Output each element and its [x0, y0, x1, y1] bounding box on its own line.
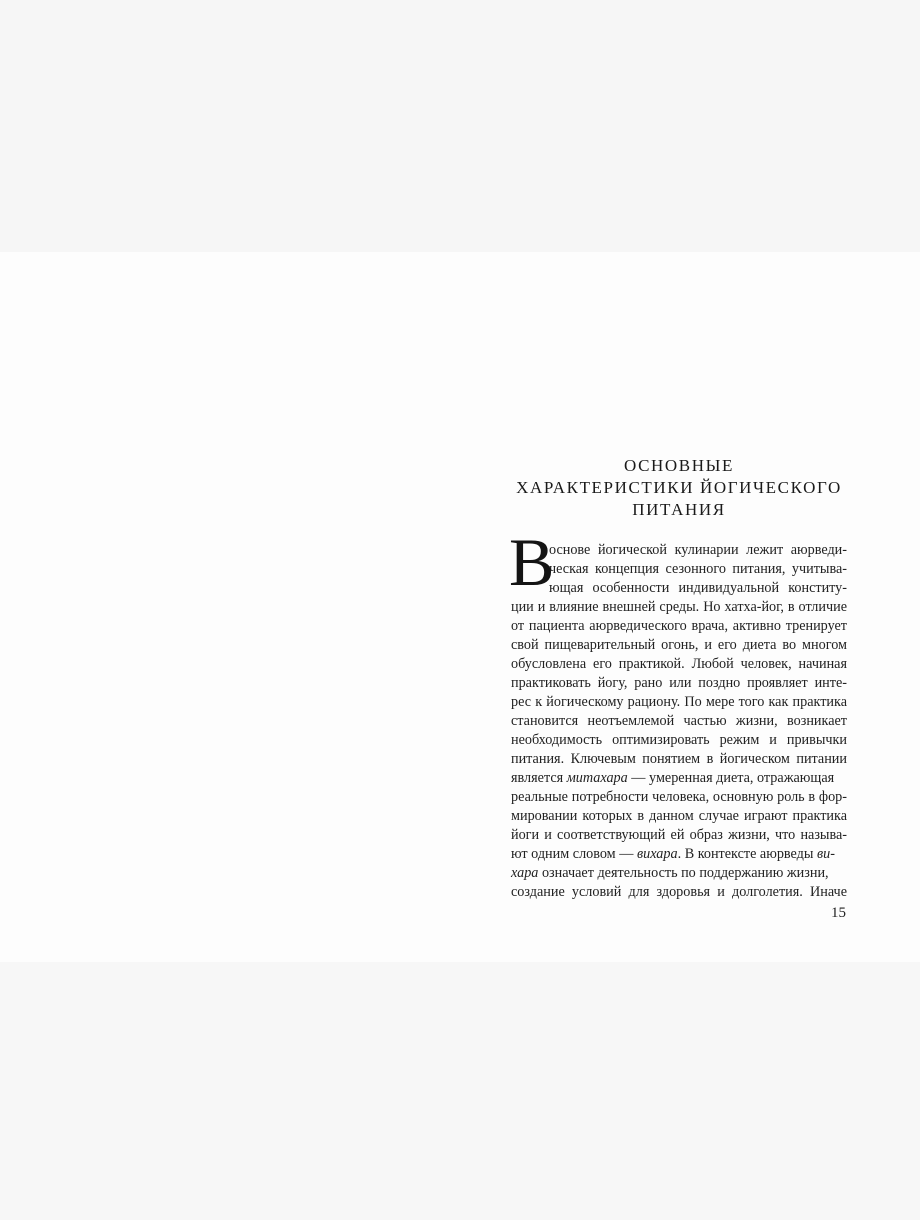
- chapter-title: [511, 455, 847, 521]
- text-line: практиковать йогу, рано или поздно проявляет инте-: [511, 675, 847, 691]
- chapter-title-line: ОСНОВНЫЕ: [623, 456, 734, 475]
- text-line: обусловлена его практикой. Любой человек, начиная: [511, 656, 847, 672]
- text-line: мировании которых в данном случае играют практика: [511, 808, 847, 824]
- text-line: от пациента аюрведического врача, активно тренирует: [511, 618, 847, 634]
- text-line: [511, 864, 847, 883]
- text-line: ющая особенности индивидуальной конститу-: [549, 580, 847, 596]
- text-line: необходимость оптимизировать режим и привычки: [511, 732, 847, 748]
- term-italic: вихара: [636, 846, 678, 862]
- text-line: [511, 845, 847, 864]
- text-segment: означает деятельность по поддержанию жизни,: [538, 865, 829, 881]
- drop-cap: В: [509, 524, 555, 600]
- term-italic: ви-: [816, 846, 835, 862]
- page-number: 15: [831, 905, 846, 921]
- text-line: создание условий для здоровья и долголетия. Иначе: [511, 884, 847, 900]
- text-line: ческая концепция сезонного питания, учитыва-: [549, 561, 847, 577]
- text-line: становится неотъемлемой частью жизни, возникает: [511, 713, 847, 729]
- chapter-title-line: ПИТАНИЯ: [632, 500, 726, 519]
- text-line: ции и влияние внешней среды. Но хатха-йог, в отличие: [511, 599, 847, 615]
- text-line: рес к йогическому рациону. По мере того как практика: [511, 694, 847, 710]
- text-line: [511, 769, 847, 788]
- text-column: [511, 455, 847, 902]
- term-italic: хара: [511, 865, 539, 881]
- text-line: питания. Ключевым понятием в йогическом питании: [511, 751, 847, 767]
- text-segment: . В контексте аюрведы: [677, 846, 817, 862]
- body-paragraph: [509, 524, 847, 902]
- text-line: основе йогической кулинарии лежит аюрведи-: [549, 542, 847, 558]
- text-line: йоги и соответствующий ей образ жизни, что называ-: [511, 827, 847, 843]
- text-segment: ют одним словом —: [511, 846, 637, 862]
- text-segment: является: [511, 770, 567, 786]
- chapter-title-line: ХАРАКТЕРИСТИКИ ЙОГИЧЕСКОГО: [516, 478, 842, 497]
- text-line: свой пищеварительный огонь, и его диета во многом: [511, 637, 847, 653]
- text-segment: — умеренная диета, отражающая: [627, 770, 835, 786]
- term-italic: митахара: [566, 770, 628, 786]
- text-line: реальные потребности человека, основную роль в фор-: [511, 789, 847, 805]
